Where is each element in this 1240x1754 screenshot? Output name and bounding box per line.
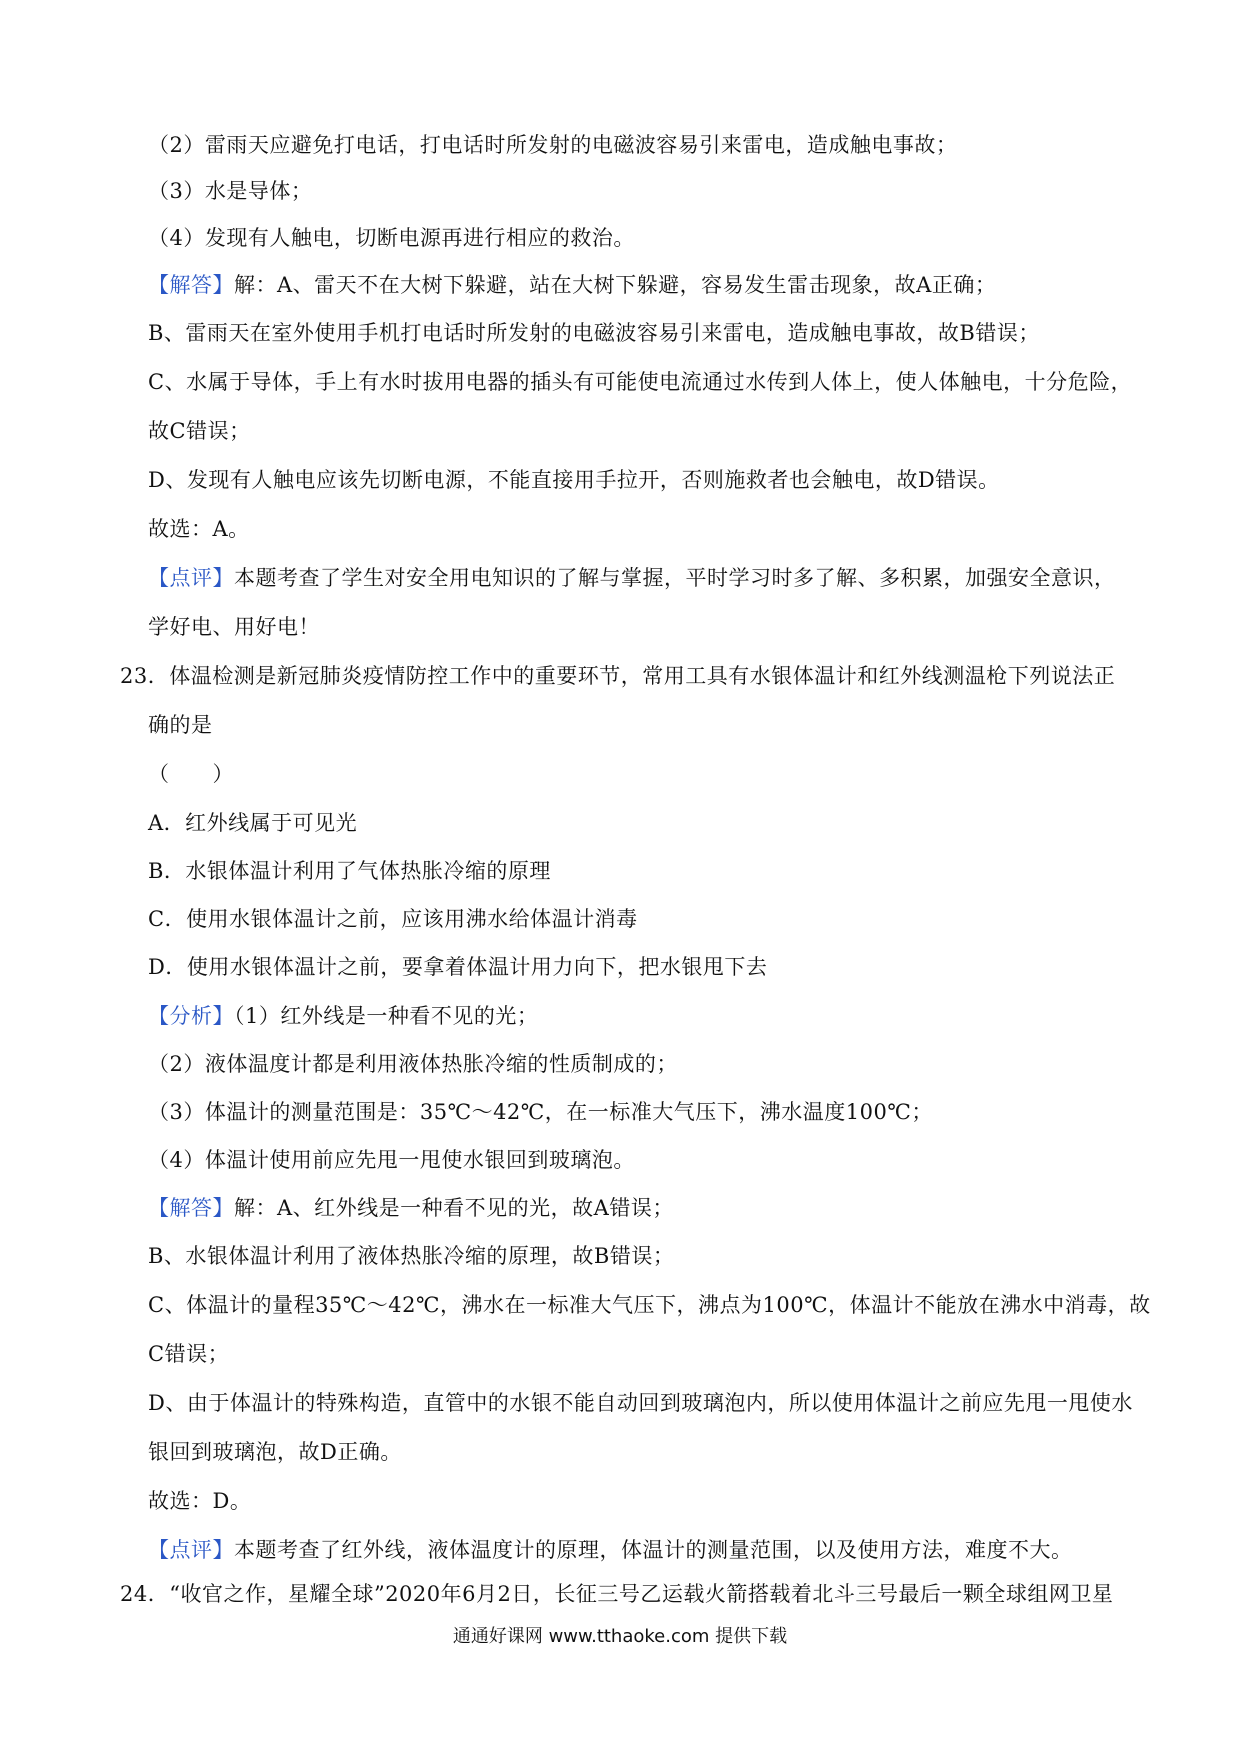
answer-option-b: B、雷雨天在室外使用手机打电话时所发射的电磁波容易引来雷电，造成触电事故，故B错误；	[148, 321, 1040, 345]
answer-2-option-c: C、体温计的量程35℃～42℃，沸水在一标准大气压下，沸点为100℃，体温计不能放在沸水中消毒，故	[148, 1293, 1151, 1317]
analysis-point-3b: （3）体温计的测量范围是：35℃～42℃，在一标准大气压下，沸水温度100℃；	[148, 1100, 933, 1124]
answer-line-2: 【解答】解：A、红外线是一种看不见的光，故A错误；	[148, 1196, 674, 1220]
answer-option-d: D、发现有人触电应该先切断电源，不能直接用手拉开，否则施救者也会触电，故D错误。	[148, 468, 1000, 492]
analysis-point-2: （2）雷雨天应避免打电话，打电话时所发射的电磁波容易引来雷电，造成触电事故；	[148, 133, 958, 157]
question-23-stem: 23．体温检测是新冠肺炎疫情防控工作中的重要环节，常用工具有水银体温计和红外线测温枪下列说法正	[120, 664, 1116, 688]
analysis-point-4b: （4）体温计使用前应先甩一甩使水银回到玻璃泡。	[148, 1148, 635, 1172]
question-23-option-a: A．红外线属于可见光	[148, 811, 358, 835]
page-footer: 通通好课网 www.tthaoke.com 提供下载	[452, 1626, 788, 1647]
question-23-option-b: B．水银体温计利用了气体热胀冷缩的原理	[148, 859, 551, 883]
answer-tag: 【解答】	[148, 273, 234, 297]
comment-tag-2: 【点评】	[148, 1538, 234, 1562]
question-23-option-d: D．使用水银体温计之前，要拿着体温计用力向下，把水银甩下去	[148, 955, 768, 979]
analysis-point-3: （3）水是导体；	[148, 179, 313, 203]
answer-2-option-d-cont: 银回到玻璃泡，故D正确。	[148, 1440, 402, 1464]
answer-2-option-c-cont: C错误；	[148, 1342, 230, 1366]
question-23-blank: （ ）	[148, 762, 234, 786]
analysis-point-2b: （2）液体温度计都是利用液体热胀冷缩的性质制成的；	[148, 1052, 678, 1076]
comment-line-cont: 学好电、用好电！	[148, 615, 320, 639]
answer-option-c-cont: 故C错误；	[148, 419, 251, 443]
comment-tag: 【点评】	[148, 566, 234, 590]
question-23-stem-cont: 确的是	[148, 713, 213, 737]
final-choice: 故选：A。	[148, 517, 250, 541]
analysis-tag: 【分析】	[148, 1004, 234, 1028]
answer-2-option-d: D、由于体温计的特殊构造，直管中的水银不能自动回到玻璃泡内，所以使用体温计之前应先甩一甩使水	[148, 1391, 1133, 1415]
final-choice-2: 故选：D。	[148, 1489, 252, 1513]
answer-tag-2: 【解答】	[148, 1196, 234, 1220]
question-24-stem: 24．“收官之作，星耀全球”2020年6月2日，长征三号乙运载火箭搭载着北斗三号最后一颗全球组网卫星	[120, 1582, 1114, 1606]
comment-line: 【点评】本题考查了学生对安全用电知识的了解与掌握，平时学习时多了解、多积累，加强安全意识，	[148, 566, 1116, 590]
answer-2-option-b: B、水银体温计利用了液体热胀冷缩的原理，故B错误；	[148, 1244, 675, 1268]
answer-line: 【解答】解：A、雷天不在大树下躲避，站在大树下躲避，容易发生雷击现象，故A正确；	[148, 273, 997, 297]
comment-line-2: 【点评】本题考查了红外线，液体温度计的原理，体温计的测量范围，以及使用方法，难度不大。	[148, 1538, 1073, 1562]
analysis-point-4: （4）发现有人触电，切断电源再进行相应的救治。	[148, 226, 635, 250]
answer-option-c: C、水属于导体，手上有水时拔用电器的插头有可能使电流通过水传到人体上，使人体触电，十分危险，	[148, 370, 1133, 394]
analysis-line: 【分析】（1）红外线是一种看不见的光；	[148, 1004, 539, 1028]
question-23-option-c: C．使用水银体温计之前，应该用沸水给体温计消毒	[148, 907, 638, 931]
